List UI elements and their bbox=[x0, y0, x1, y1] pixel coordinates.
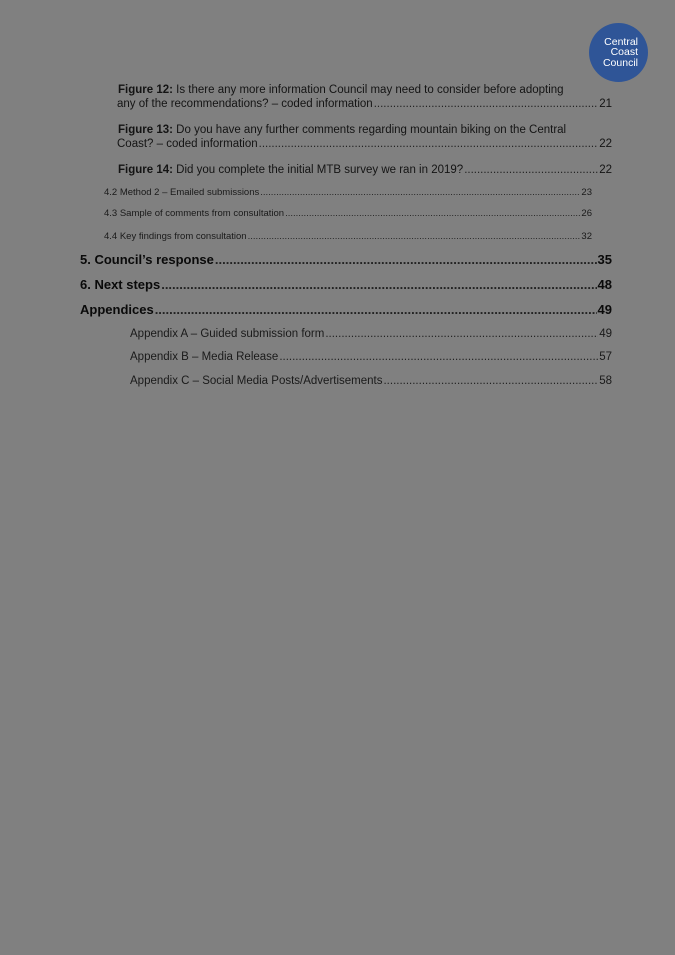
entry-title: 6. Next steps bbox=[80, 277, 161, 292]
figure-title-line-2: any of the recommendations? – coded information bbox=[117, 98, 373, 110]
dot-leader bbox=[161, 277, 596, 292]
toc-entry-4-3[interactable] bbox=[104, 208, 592, 219]
dot-leader bbox=[325, 328, 598, 340]
toc-entry-section-5[interactable] bbox=[80, 252, 612, 267]
toc-entry-figure-14[interactable] bbox=[118, 164, 612, 176]
dot-leader bbox=[155, 302, 597, 317]
entry-title: Appendices bbox=[80, 302, 154, 317]
figure-label: Figure 13: bbox=[118, 124, 173, 136]
logo-line-3: Council bbox=[602, 56, 638, 69]
dot-leader bbox=[374, 98, 598, 110]
figure-title-line-1: Is there any more information Council may need to consider before adopting bbox=[176, 84, 564, 96]
central-coast-council-logo bbox=[589, 23, 648, 82]
page-number: 58 bbox=[599, 375, 612, 387]
logo-line-2: Coast bbox=[610, 46, 638, 59]
dot-leader bbox=[279, 351, 598, 363]
figure-label: Figure 12: bbox=[118, 84, 173, 96]
figure-title: Did you complete the initial MTB survey we ran in 2019? bbox=[176, 164, 464, 176]
page-number: 49 bbox=[599, 328, 612, 340]
page-number: 23 bbox=[581, 187, 592, 198]
dot-leader bbox=[248, 231, 581, 242]
page-number: 26 bbox=[581, 208, 592, 219]
page-number: 49 bbox=[597, 302, 612, 317]
figure-label: Figure 14: bbox=[118, 164, 173, 176]
toc-entry-4-2[interactable] bbox=[104, 187, 592, 198]
page-number: 21 bbox=[599, 98, 612, 110]
page-number: 22 bbox=[599, 164, 612, 176]
toc-entry-section-6[interactable] bbox=[80, 277, 612, 292]
entry-title: Appendix A – Guided submission form bbox=[130, 328, 325, 340]
entry-title: 4.4 Key findings from consultation bbox=[104, 231, 247, 242]
logo-line-1: Central bbox=[604, 35, 638, 48]
page-number: 32 bbox=[581, 231, 592, 242]
dot-leader bbox=[383, 375, 598, 387]
dot-leader bbox=[215, 252, 597, 267]
entry-title: 4.2 Method 2 – Emailed submissions bbox=[104, 187, 260, 198]
page-number: 48 bbox=[597, 277, 612, 292]
dot-leader bbox=[285, 208, 580, 219]
entry-title: Appendix C – Social Media Posts/Advertisements bbox=[130, 375, 383, 387]
toc-entry-appendix-a[interactable] bbox=[130, 328, 612, 340]
page-number: 57 bbox=[599, 351, 612, 363]
entry-title: 5. Council’s response bbox=[80, 252, 214, 267]
entry-title: Appendix B – Media Release bbox=[130, 351, 279, 363]
figure-title-line-2: Coast? – coded information bbox=[117, 138, 258, 150]
toc-entry-figure-12[interactable] bbox=[117, 84, 612, 110]
figure-title-line-1: Do you have any further comments regarding mountain biking on the Central bbox=[176, 124, 567, 136]
toc-entry-appendix-c[interactable] bbox=[130, 375, 612, 387]
page-number: 35 bbox=[597, 252, 612, 267]
toc-entry-appendix-b[interactable] bbox=[130, 351, 612, 363]
toc-entry-4-4[interactable] bbox=[104, 231, 592, 242]
toc-entry-figure-13[interactable] bbox=[117, 124, 612, 150]
dot-leader bbox=[464, 164, 598, 176]
dot-leader bbox=[259, 138, 599, 150]
page-number: 22 bbox=[599, 138, 612, 150]
toc-entry-appendices[interactable] bbox=[80, 302, 612, 317]
entry-title: 4.3 Sample of comments from consultation bbox=[104, 208, 285, 219]
dot-leader bbox=[260, 187, 580, 198]
